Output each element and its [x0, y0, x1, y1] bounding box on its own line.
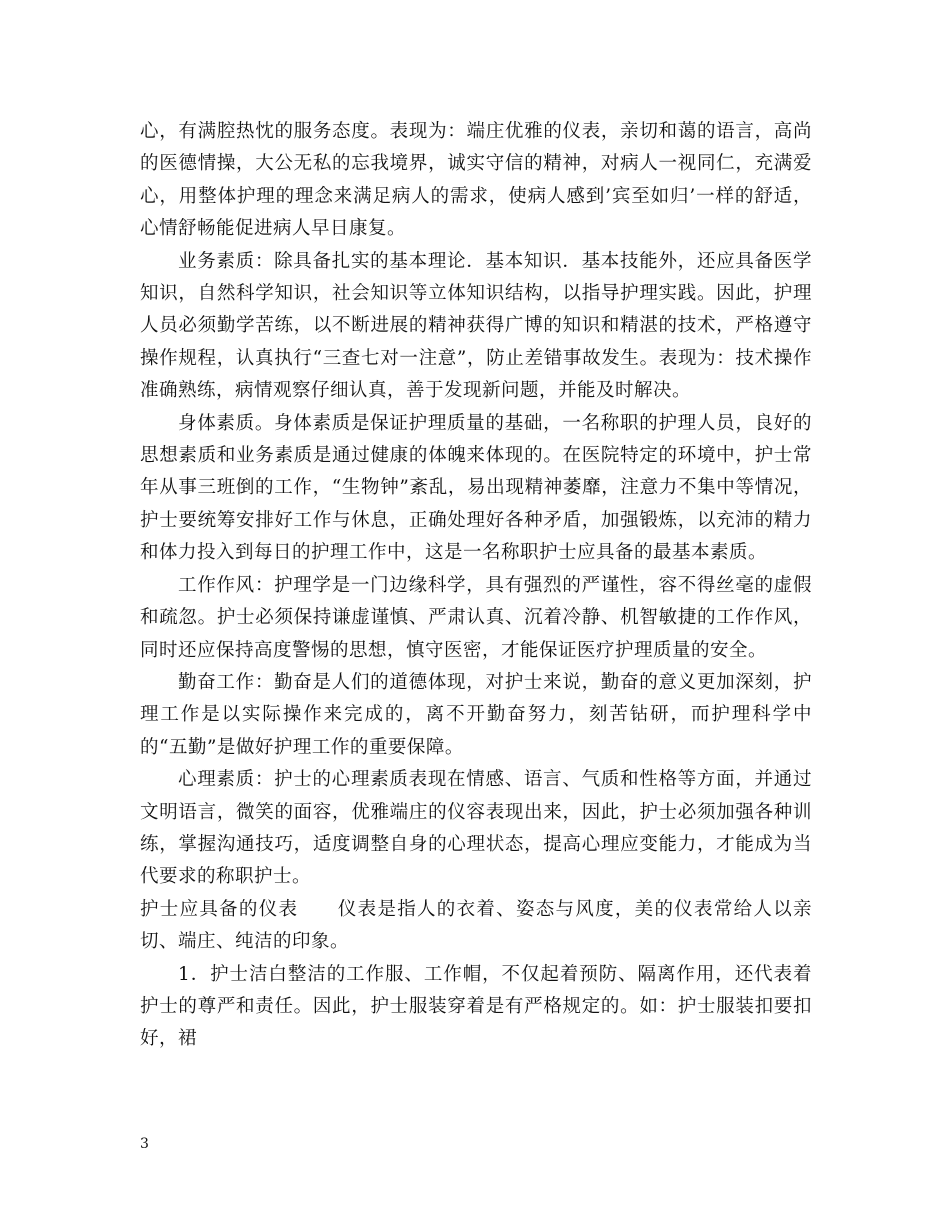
paragraph-psychological-quality: 心理素质：护士的心理素质表现在情感、语言、气质和性格等方面，并通过文明语言，微笑的面容，优雅端庄的仪容表现出来，因此，护士必须加强各种训练，掌握沟通技巧，适度调整自身的心理状态，提高心理应变能力，才能成为当代要求的称职护士。: [140, 769, 812, 888]
paragraph-diligent-work: 勤奋工作：勤奋是人们的道德体现，对护士来说，勤奋的意义更加深刻，护理工作是以实际操作来完成的，离不开勤奋努力，刻苦钻研，而护理科学中的“五勤”是做好护理工作的重要保障。: [140, 671, 812, 758]
paragraph-uniform: 1．护士洁白整洁的工作服、工作帽，不仅起着预防、隔离作用，还代表着护士的尊严和责任。因此，护士服装穿着是有严格规定的。如：护士服装扣要扣好，裙: [140, 963, 812, 1050]
paragraph-physical-quality: 身体素质。身体素质是保证护理质量的基础，一名称职的护理人员，良好的思想素质和业务素质是通过健康的体魄来体现的。在医院特定的环境中，护士常年从事三班倒的工作，“生物钟”紊乱，易出现精神萎靡，注意力不集中等情况，护士要统筹安排好工作与休息，正确处理好各种矛盾，加强锻炼，以充沛的精力和体力投入到每日的护理工作中，这是一名称职护士应具备的最基本素质。: [140, 412, 812, 564]
paragraph-work-style: 工作作风：护理学是一门边缘科学，具有强烈的严谨性，容不得丝毫的虚假和疏忽。护士必须保持谦虚谨慎、严肃认真、沉着冷静、机智敏捷的工作作风，同时还应保持高度警惕的思想，慎守医密，才能保证医疗护理质量的安全。: [140, 574, 812, 661]
page-number: 3: [140, 1136, 149, 1152]
document-body: [140, 116, 812, 1056]
paragraph-nurse-appearance: 护士应具备的仪表 仪表是指人的衣着、姿态与风度，美的仪表常给人以亲切、端庄、纯洁的印象。: [140, 898, 812, 953]
paragraph-professional-quality: 业务素质：除具备扎实的基本理论．基本知识．基本技能外，还应具备医学知识，自然科学知识，社会知识等立体知识结构，以指导护理实践。因此，护理人员必须勤学苦练，以不断进展的精神获得广博的知识和精湛的技术，严格遵守操作规程，认真执行“三查七对一注意”，防止差错事故发生。表现为：技术操作准确熟练，病情观察仔细认真，善于发现新问题，并能及时解决。: [140, 250, 812, 402]
paragraph-continuation: 心，有满腔热忱的服务态度。表现为：端庄优雅的仪表，亲切和蔼的语言，高尚的医德情操，大公无私的忘我境界，诚实守信的精神，对病人一视同仁，充满爱心，用整体护理的理念来满足病人的需求，使病人感到’宾至如归’一样的舒适，心情舒畅能促进病人早日康复。: [140, 121, 812, 240]
